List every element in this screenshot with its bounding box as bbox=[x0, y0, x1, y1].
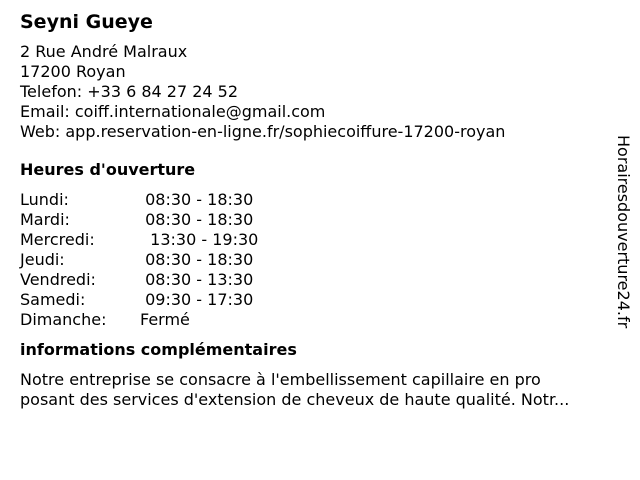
hours-row-sunday bbox=[20, 310, 610, 330]
hours-row-tuesday bbox=[20, 210, 610, 230]
opening-hours-title: Heures d'ouverture bbox=[20, 160, 196, 179]
business-card bbox=[20, 10, 610, 410]
additional-info-title: informations complémentaires bbox=[20, 340, 297, 359]
day-label: Vendredi: bbox=[20, 270, 96, 289]
day-hours: 13:30 - 19:30 bbox=[140, 230, 259, 249]
day-label: Samedi: bbox=[20, 290, 86, 309]
day-hours: 09:30 - 17:30 bbox=[140, 290, 254, 309]
phone-line[interactable]: Telefon: +33 6 84 27 24 52 bbox=[20, 82, 239, 101]
hours-row-wednesday bbox=[20, 230, 610, 250]
day-hours: 08:30 - 18:30 bbox=[140, 250, 254, 269]
business-name: Seyni Gueye bbox=[20, 11, 153, 33]
description-line-2: posant des services d'extension de cheveux de haute qualité. Notr... bbox=[20, 390, 570, 409]
site-watermark: Horairesdouverture24.fr bbox=[614, 135, 633, 329]
description-line-1: Notre entreprise se consacre à l'embellissement capillaire en pro bbox=[20, 370, 541, 389]
web-line[interactable]: Web: app.reservation-en-ligne.fr/sophiecoiffure-17200-royan bbox=[20, 122, 506, 141]
day-label: Lundi: bbox=[20, 190, 69, 209]
day-hours: 08:30 - 13:30 bbox=[140, 270, 254, 289]
description-text bbox=[20, 370, 620, 410]
day-label: Mardi: bbox=[20, 210, 70, 229]
email-line[interactable]: Email: coiff.internationale@gmail.com bbox=[20, 102, 326, 121]
day-label: Dimanche: bbox=[20, 310, 107, 329]
hours-row-friday bbox=[20, 270, 610, 290]
day-label: Jeudi: bbox=[20, 250, 65, 269]
address-line-2: 17200 Royan bbox=[20, 62, 126, 81]
hours-row-thursday bbox=[20, 250, 610, 270]
hours-row-saturday bbox=[20, 290, 610, 310]
day-hours: 08:30 - 18:30 bbox=[140, 210, 254, 229]
day-label: Mercredi: bbox=[20, 230, 95, 249]
day-hours: Fermé bbox=[140, 310, 190, 329]
address-line-1: 2 Rue André Malraux bbox=[20, 42, 188, 61]
hours-row-monday bbox=[20, 190, 610, 210]
day-hours: 08:30 - 18:30 bbox=[140, 190, 254, 209]
